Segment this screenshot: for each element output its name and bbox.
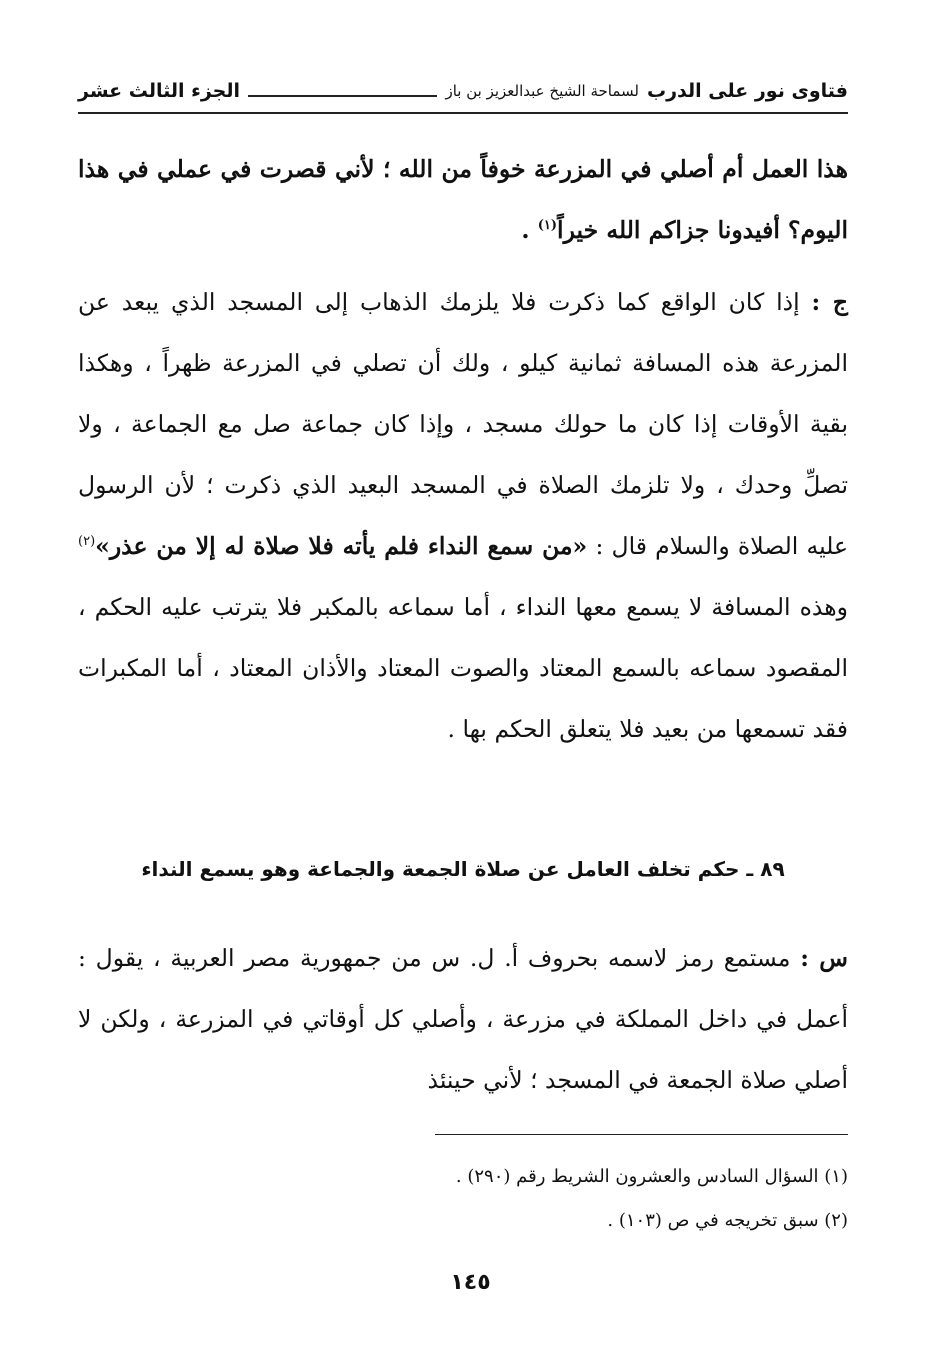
footnote-ref-1: (١) [537, 218, 558, 234]
question-continuation [78, 139, 848, 261]
author-name: لسماحة الشيخ عبدالعزيز بن باز [445, 82, 639, 100]
running-header [78, 74, 848, 108]
question-text: مستمع رمز لاسمه بحروف أ. ل. س من جمهورية مصر العربية ، يقول : أعمل في داخل المملكة في مزرعة ، وأصلي كل أوقاتي في المزرعة ، ولكن لا أصلي صلاة الجمعة في المسجد ؛ لأني حينئذ [78, 944, 848, 1094]
footnote-separator [435, 1134, 848, 1135]
question-paragraph [78, 928, 848, 1111]
answer-paragraph [78, 272, 848, 760]
book-title: فتاوى نور على الدرب [647, 80, 848, 102]
footnote-ref-2: (٢) [78, 534, 96, 550]
header-underline [78, 112, 848, 114]
answer-text-1: إذا كان الواقع كما ذكرت فلا يلزمك الذهاب إلى المسجد الذي يبعد عن المزرعة هذه المسافة ثمانية كيلو ، ولك أن تصلي في المزرعة ظهراً ، وهكذا بقية الأوقات إذا كان ما حولك مسجد ، وإذا كان جماعة صل مع الجماعة ، ولا تصلِّ وحدك ، ولا تلزمك الصلاة في المسجد البعيد الذي ذكرت ؛ لأن الرسول عليه الصلاة والسلام قال : [78, 288, 848, 560]
footnote-1: (١) السؤال السادس والعشرون الشريط رقم (٢٩٠) . [455, 1166, 848, 1187]
footnotes [78, 1155, 848, 1243]
question-end-text: هذا العمل أم أصلي في المزرعة خوفاً من الله ؛ لأني قصرت في عملي في هذا اليوم؟ أفيدونا جزاكم الله خيراً [78, 155, 848, 244]
answer-prefix: ج : [811, 288, 848, 316]
answer-text-2: وهذه المسافة لا يسمع معها النداء ، أما سماعه بالمكبر فلا يترتب عليه الحكم ، المقصود سماعه بالسمع المعتاد والصوت المعتاد والأذان المعتاد ، أما المكبرات فقد تسمعها من بعيد فلا يتعلق الحكم بها . [78, 593, 848, 743]
hadith-quote: «من سمع النداء فلم يأته فلا صلاة له إلا من عذر» [95, 532, 588, 560]
header-dash-rule [248, 95, 437, 97]
page-number: ١٤٥ [450, 1270, 491, 1295]
question-prefix: س : [800, 944, 848, 972]
volume-label: الجزء الثالث عشر [78, 80, 241, 102]
section-heading: ٨٩ ـ حكم تخلف العامل عن صلاة الجمعة والجماعة وهو يسمع النداء [141, 857, 785, 881]
footnote-2: (٢) سبق تخريجه في ص (١٠٣) . [607, 1210, 848, 1231]
question-end-tail: . [521, 216, 538, 244]
